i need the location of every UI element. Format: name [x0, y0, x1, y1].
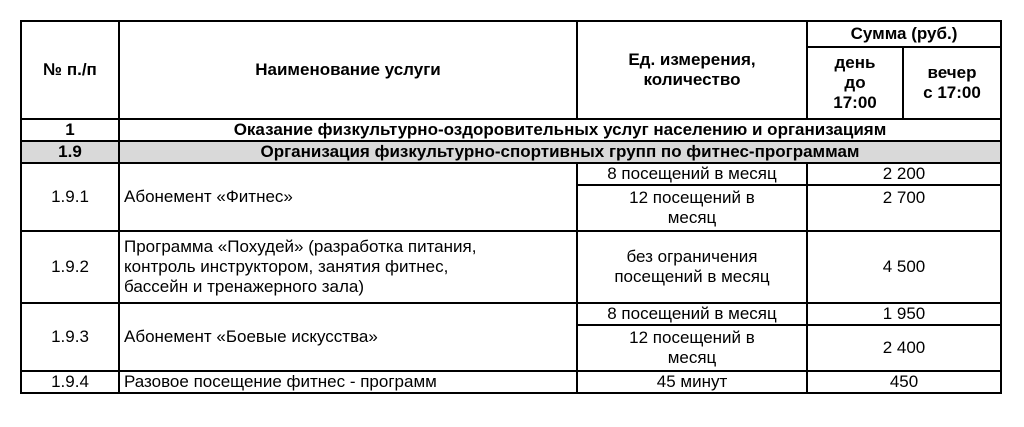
row-1-9-3-num: 1.9.3	[21, 303, 119, 371]
section-1-num: 1	[21, 119, 119, 141]
header-unit: Ед. измерения, количество	[577, 21, 807, 119]
header-evening: вечер с 17:00	[903, 47, 1001, 119]
header-day: день до 17:00	[807, 47, 903, 119]
row-1-9-4-num: 1.9.4	[21, 371, 119, 393]
table-row-1-9-3a	[21, 303, 1001, 325]
row-1-9-1-name: Абонемент «Фитнес»	[119, 163, 577, 231]
section-1-9-title: Организация физкультурно-спортивных групп по фитнес-программам	[119, 141, 1001, 163]
row-1-9-4-name: Разовое посещение фитнес - программ	[119, 371, 577, 393]
row-1-9-1-price-a: 2 200	[807, 163, 1001, 185]
row-1-9-1-unit-b: 12 посещений в месяц	[577, 185, 807, 231]
row-1-9-2-unit: без ограничения посещений в месяц	[577, 231, 807, 303]
row-1-9-3-price-a: 1 950	[807, 303, 1001, 325]
row-1-9-1-unit-a: 8 посещений в месяц	[577, 163, 807, 185]
table-row-1-9-1a	[21, 163, 1001, 185]
section-1-9-num: 1.9	[21, 141, 119, 163]
row-1-9-4-price: 450	[807, 371, 1001, 393]
row-1-9-3-price-b: 2 400	[807, 325, 1001, 371]
row-1-9-3-unit-a: 8 посещений в месяц	[577, 303, 807, 325]
row-1-9-2-price: 4 500	[807, 231, 1001, 303]
table-row-1-9-4	[21, 371, 1001, 393]
row-1-9-4-unit: 45 минут	[577, 371, 807, 393]
row-1-9-3-unit-b: 12 посещений в месяц	[577, 325, 807, 371]
section-1-title: Оказание физкультурно-оздоровительных услуг населению и организациям	[119, 119, 1001, 141]
table-row-1-9-2	[21, 231, 1001, 303]
price-table-container	[20, 20, 1002, 394]
row-1-9-3-name: Абонемент «Боевые искусства»	[119, 303, 577, 371]
header-name: Наименование услуги	[119, 21, 577, 119]
row-1-9-2-num: 1.9.2	[21, 231, 119, 303]
header-row-1	[21, 21, 1001, 47]
section-row-1	[21, 119, 1001, 141]
row-1-9-1-num: 1.9.1	[21, 163, 119, 231]
header-sum: Сумма (руб.)	[807, 21, 1001, 47]
row-1-9-2-name: Программа «Похудей» (разработка питания, контроль инструктором, занятия фитнес, бассейн и тренажерного зала)	[119, 231, 577, 303]
row-1-9-1-price-b: 2 700	[807, 185, 1001, 231]
header-num: № п./п	[21, 21, 119, 119]
section-row-1-9	[21, 141, 1001, 163]
price-table	[20, 20, 1002, 394]
